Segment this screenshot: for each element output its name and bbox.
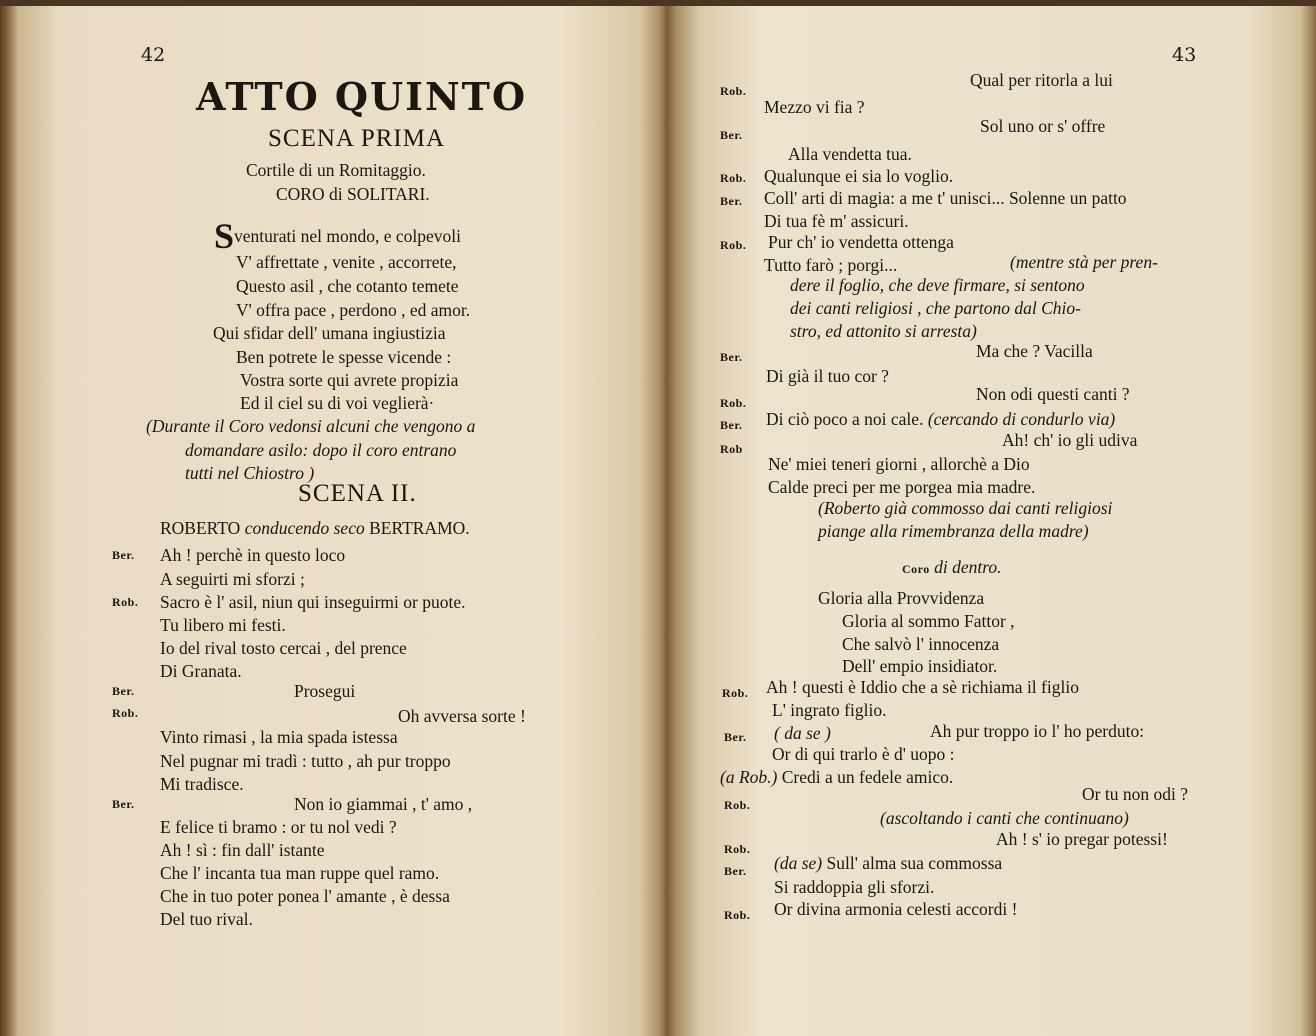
dialogue-line: Ah ! questi è Iddio che a sè richiama il figlio: [766, 677, 1079, 697]
stage-direction-line: dei canti religiosi , che partono dal Chio-: [790, 298, 1081, 318]
page-number-left: 42: [141, 44, 166, 66]
dialogue-line: Del tuo rival.: [160, 909, 253, 929]
speaker-label: Ber.: [720, 418, 743, 432]
dialogue-line: Nel pugnar mi tradì : tutto , ah pur troppo: [160, 751, 451, 771]
dialogue-line: Or divina armonia celesti accordi !: [774, 899, 1018, 919]
chorus-line-7: Vostra sorte qui avrete propizia: [240, 370, 459, 390]
speaker-label: Ber.: [112, 548, 135, 562]
dialogue-line: Ah ! perchè in questo loco: [160, 545, 346, 565]
dialogue-line: Or tu non odi ?: [1082, 784, 1188, 804]
dialogue-line: Mi tradisce.: [160, 774, 244, 794]
stage-direction-line: stro, ed attonito si arresta): [790, 321, 977, 341]
scene-2-title: SCENA II.: [298, 480, 417, 507]
speaker-label: Rob.: [722, 686, 749, 700]
dialogue-line: Di ciò poco a noi cale. (cercando di condurlo via): [766, 409, 1116, 429]
dialogue-line: Che l' incanta tua man ruppe quel ramo.: [160, 863, 440, 883]
dialogue-line: Vinto rimasi , la mia spada istessa: [160, 727, 398, 747]
dialogue-line: Qualunque ei sia lo voglio.: [764, 166, 954, 186]
dialogue-line: E felice ti bramo : or tu nol vedi ?: [160, 817, 397, 837]
dialogue-line: Io del rival tosto cercai , del prence: [160, 638, 407, 658]
speaker-label: Ber.: [720, 128, 743, 142]
speaker-label: Rob.: [720, 238, 747, 252]
stage-direction-line-3: tutti nel Chiostro ): [185, 463, 315, 483]
dialogue-line: Calde preci per me porgea mia madre.: [768, 477, 1036, 497]
stage-direction-line: ( da se ): [774, 723, 831, 743]
chorus-line: Gloria al sommo Fattor ,: [842, 611, 1015, 631]
speaker-label: Rob: [720, 442, 743, 456]
dialogue-line: (da se) Sull' alma sua commossa: [774, 853, 1003, 873]
chorus-line: Dell' empio insidiator.: [842, 656, 998, 676]
scene-2-persons: ROBERTO conducendo seco BERTRAMO.: [160, 518, 470, 538]
chorus-line-4: V' offra pace , perdono , ed amor.: [236, 300, 471, 320]
setting-text: Cortile di un Romitaggio.: [246, 160, 426, 180]
dialogue-line: A seguirti mi sforzi ;: [160, 569, 305, 589]
dialogue-line: Ah ! s' io pregar potessi!: [996, 829, 1168, 849]
speaker-label: Rob.: [724, 798, 751, 812]
chorus-line-2: V' affrettate , venite , accorrete,: [236, 252, 457, 272]
dialogue-line: Si raddoppia gli sforzi.: [774, 877, 935, 897]
stage-direction-line: dere il foglio, che deve firmare, si sentono: [790, 275, 1085, 295]
speaker-label: Rob.: [724, 842, 751, 856]
speaker-label: Rob.: [112, 706, 139, 720]
speaker-label: Ber.: [112, 797, 135, 811]
dialogue-line: Non odi questi canti ?: [976, 384, 1130, 404]
dialogue-line: Di tua fè m' assicuri.: [764, 211, 909, 231]
speaker-label: Rob.: [720, 171, 747, 185]
dialogue-line: Oh avversa sorte !: [398, 706, 526, 726]
chorus-line-5: Qui sfidar dell' umana ingiustizia: [213, 323, 446, 343]
dialogue-line: Non io giammai , t' amo ,: [294, 794, 473, 814]
dialogue-line: Prosegui: [294, 681, 356, 701]
scene-1-title: SCENA PRIMA: [268, 125, 446, 152]
dialogue-line: Ne' miei teneri giorni , allorchè a Dio: [768, 454, 1030, 474]
speaker-label: Ber.: [720, 350, 743, 364]
stage-direction-line: piange alla rimembranza della madre): [818, 521, 1089, 541]
dialogue-line: Sacro è l' asil, niun qui inseguirmi or puote.: [160, 592, 466, 612]
page-number-right: 43: [1172, 44, 1197, 66]
dialogue-line: Di già il tuo cor ?: [766, 366, 889, 386]
speaker-label: Rob.: [112, 595, 139, 609]
dialogue-line: Che in tuo poter ponea l' amante , è dessa: [160, 886, 450, 906]
dialogue-line: Ah ! sì : fin dall' istante: [160, 840, 325, 860]
stage-direction-line: (ascoltando i canti che continuano): [880, 808, 1129, 828]
stage-direction-line-2: domandare asilo: dopo il coro entrano: [185, 440, 457, 460]
dialogue-line: Ma che ? Vacilla: [976, 341, 1093, 361]
dialogue-line: Sol uno or s' offre: [980, 116, 1106, 136]
speaker-label: Rob.: [720, 84, 747, 98]
chorus-line-1: Sventurati nel mondo, e colpevoli: [214, 216, 461, 256]
stage-direction-line: (Roberto già commosso dai canti religiosi: [818, 498, 1113, 518]
chorus-line-3: Questo asil , che cotanto temete: [236, 276, 459, 296]
speaker-label: Ber.: [724, 730, 747, 744]
dialogue-line: Qual per ritorla a lui: [970, 70, 1113, 90]
chorus-line-6: Ben potrete le spesse vicende :: [236, 347, 452, 367]
speaker-label: Rob.: [724, 908, 751, 922]
speaker-label: Ber.: [112, 684, 135, 698]
speaker-label: Ber.: [724, 864, 747, 878]
dialogue-line: Pur ch' io vendetta ottenga: [768, 232, 954, 252]
dialogue-line: Mezzo vi fia ?: [764, 97, 865, 117]
dialogue-line: Tu libero mi festi.: [160, 615, 286, 635]
chorus-within-heading: Coro di dentro.: [902, 557, 1002, 577]
dialogue-line: L' ingrato figlio.: [772, 700, 887, 720]
dialogue-line: Tutto farò ; porgi...: [764, 255, 898, 275]
chorus-heading: CORO di SOLITARI.: [276, 184, 430, 204]
dialogue-line: Di Granata.: [160, 661, 242, 681]
dialogue-line: Or di qui trarlo è d' uopo :: [772, 744, 955, 764]
chorus-line: Gloria alla Provvidenza: [818, 588, 985, 608]
chorus-line-8: Ed il ciel su di voi veglierà·: [240, 393, 435, 413]
speaker-label: Rob.: [720, 396, 747, 410]
act-title: ATTO QUINTO: [196, 74, 528, 119]
drop-cap: S: [214, 216, 235, 256]
dialogue-line: Ah pur troppo io l' ho perduto:: [930, 721, 1145, 741]
dialogue-line: Coll' arti di magia: a me t' unisci... Solenne un patto: [764, 188, 1127, 208]
speaker-label: Ber.: [720, 194, 743, 208]
dialogue-line: Ah! ch' io gli udiva: [1002, 430, 1138, 450]
dialogue-line: (a Rob.) Credi a un fedele amico.: [720, 767, 954, 787]
stage-direction-line-1: (Durante il Coro vedonsi alcuni che vengono a: [146, 416, 476, 436]
chorus-line: Che salvò l' innocenza: [842, 634, 1000, 654]
stage-direction-line: (mentre stà per pren-: [1010, 252, 1158, 272]
right-page: [668, 0, 1316, 1036]
dialogue-line: Alla vendetta tua.: [788, 144, 912, 164]
